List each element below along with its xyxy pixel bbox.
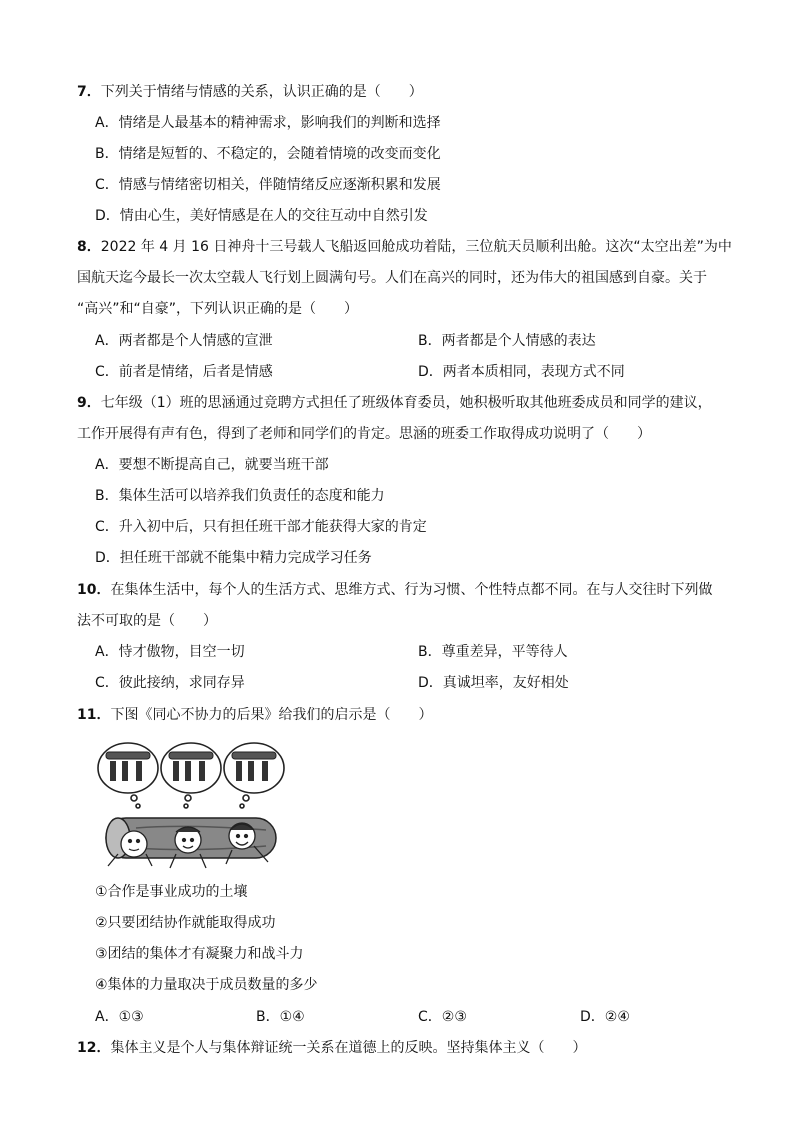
q8-option-c: C．前者是情绪，后者是情感 <box>95 364 273 380</box>
q10-option-b: B．尊重差异，平等待人 <box>418 644 568 660</box>
q10-option-d: D．真诚坦率，友好相处 <box>418 675 569 691</box>
q11-statement-1: ①合作是事业成功的土壤 <box>95 884 248 900</box>
q7-option-d: D．情由心生，美好情感是在人的交往互动中自然引发 <box>95 208 428 224</box>
q11-option-b: B．①④ <box>256 1009 305 1025</box>
q8-option-d: D．两者本质相同，表现方式不同 <box>418 364 625 380</box>
q11-option-c: C．②③ <box>418 1009 467 1025</box>
question-11-stem: 11．下图《同心不协力的后果》给我们的启示是（ ） <box>77 707 433 723</box>
q11-option-a: A．①③ <box>95 1009 144 1025</box>
question-8-stem-line-2: 国航天迄今最长一次太空载人飞行划上圆满句号。人们在高兴的同时，还为伟大的祖国感到自豪。关于 <box>77 270 707 286</box>
question-8-stem-line-3: “高兴”和“自豪”，下列认识正确的是（ ） <box>77 301 359 317</box>
q9-option-d: D．担任班干部就不能集中精力完成学习任务 <box>95 550 372 566</box>
question-10-stem-line-1: 10．在集体生活中，每个人的生活方式、思维方式、行为习惯、个性特点都不同。在与人交往时下列做 <box>77 582 713 598</box>
question-7-stem: 7．下列关于情绪与情感的关系，认识正确的是（ ） <box>77 84 423 100</box>
question-9-stem-line-2: 工作开展得有声有色，得到了老师和同学们的肯定。思涵的班委工作取得成功说明了（ ） <box>77 426 651 442</box>
question-9-stem-line-1: 9．七年级（1）班的思涵通过竞聘方式担任了班级体育委员，她积极听取其他班委成员和同学的建议， <box>77 395 712 411</box>
q11-statement-4: ④集体的力量取决于成员数量的多少 <box>95 977 318 993</box>
q9-option-b: B．集体生活可以培养我们负责任的态度和能力 <box>95 488 385 504</box>
q8-option-a: A．两者都是个人情感的宣泄 <box>95 333 273 349</box>
q7-option-c: C．情感与情绪密切相关，伴随情绪反应逐渐积累和发展 <box>95 177 441 193</box>
q11-statement-2: ②只要团结协作就能取得成功 <box>95 915 276 931</box>
q11-option-d: D．②④ <box>580 1009 630 1025</box>
question-10-stem-line-2: 法不可取的是（ ） <box>77 613 217 629</box>
q7-option-a: A．情绪是人最基本的精神需求，影响我们的判断和选择 <box>95 115 441 131</box>
q10-option-a: A．恃才傲物，目空一切 <box>95 644 245 660</box>
q10-option-c: C．彼此接纳，求同存异 <box>95 675 245 691</box>
cooperation-cartoon-illustration <box>96 736 286 871</box>
q11-statement-3: ③团结的集体才有凝聚力和战斗力 <box>95 946 304 962</box>
q7-option-b: B．情绪是短暂的、不稳定的，会随着情境的改变而变化 <box>95 146 441 162</box>
q9-option-a: A．要想不断提高自己，就要当班干部 <box>95 457 329 473</box>
q8-option-b: B．两者都是个人情感的表达 <box>418 333 596 349</box>
question-8-stem-line-1: 8．2022 年 4 月 16 日神舟十三号载人飞船返回舱成功着陆，三位航天员顺利出舱。这次“太空出差”为中 <box>77 239 732 255</box>
question-12-stem: 12．集体主义是个人与集体辩证统一关系在道德上的反映。坚持集体主义（ ） <box>77 1040 587 1056</box>
q9-option-c: C．升入初中后，只有担任班干部才能获得大家的肯定 <box>95 519 427 535</box>
